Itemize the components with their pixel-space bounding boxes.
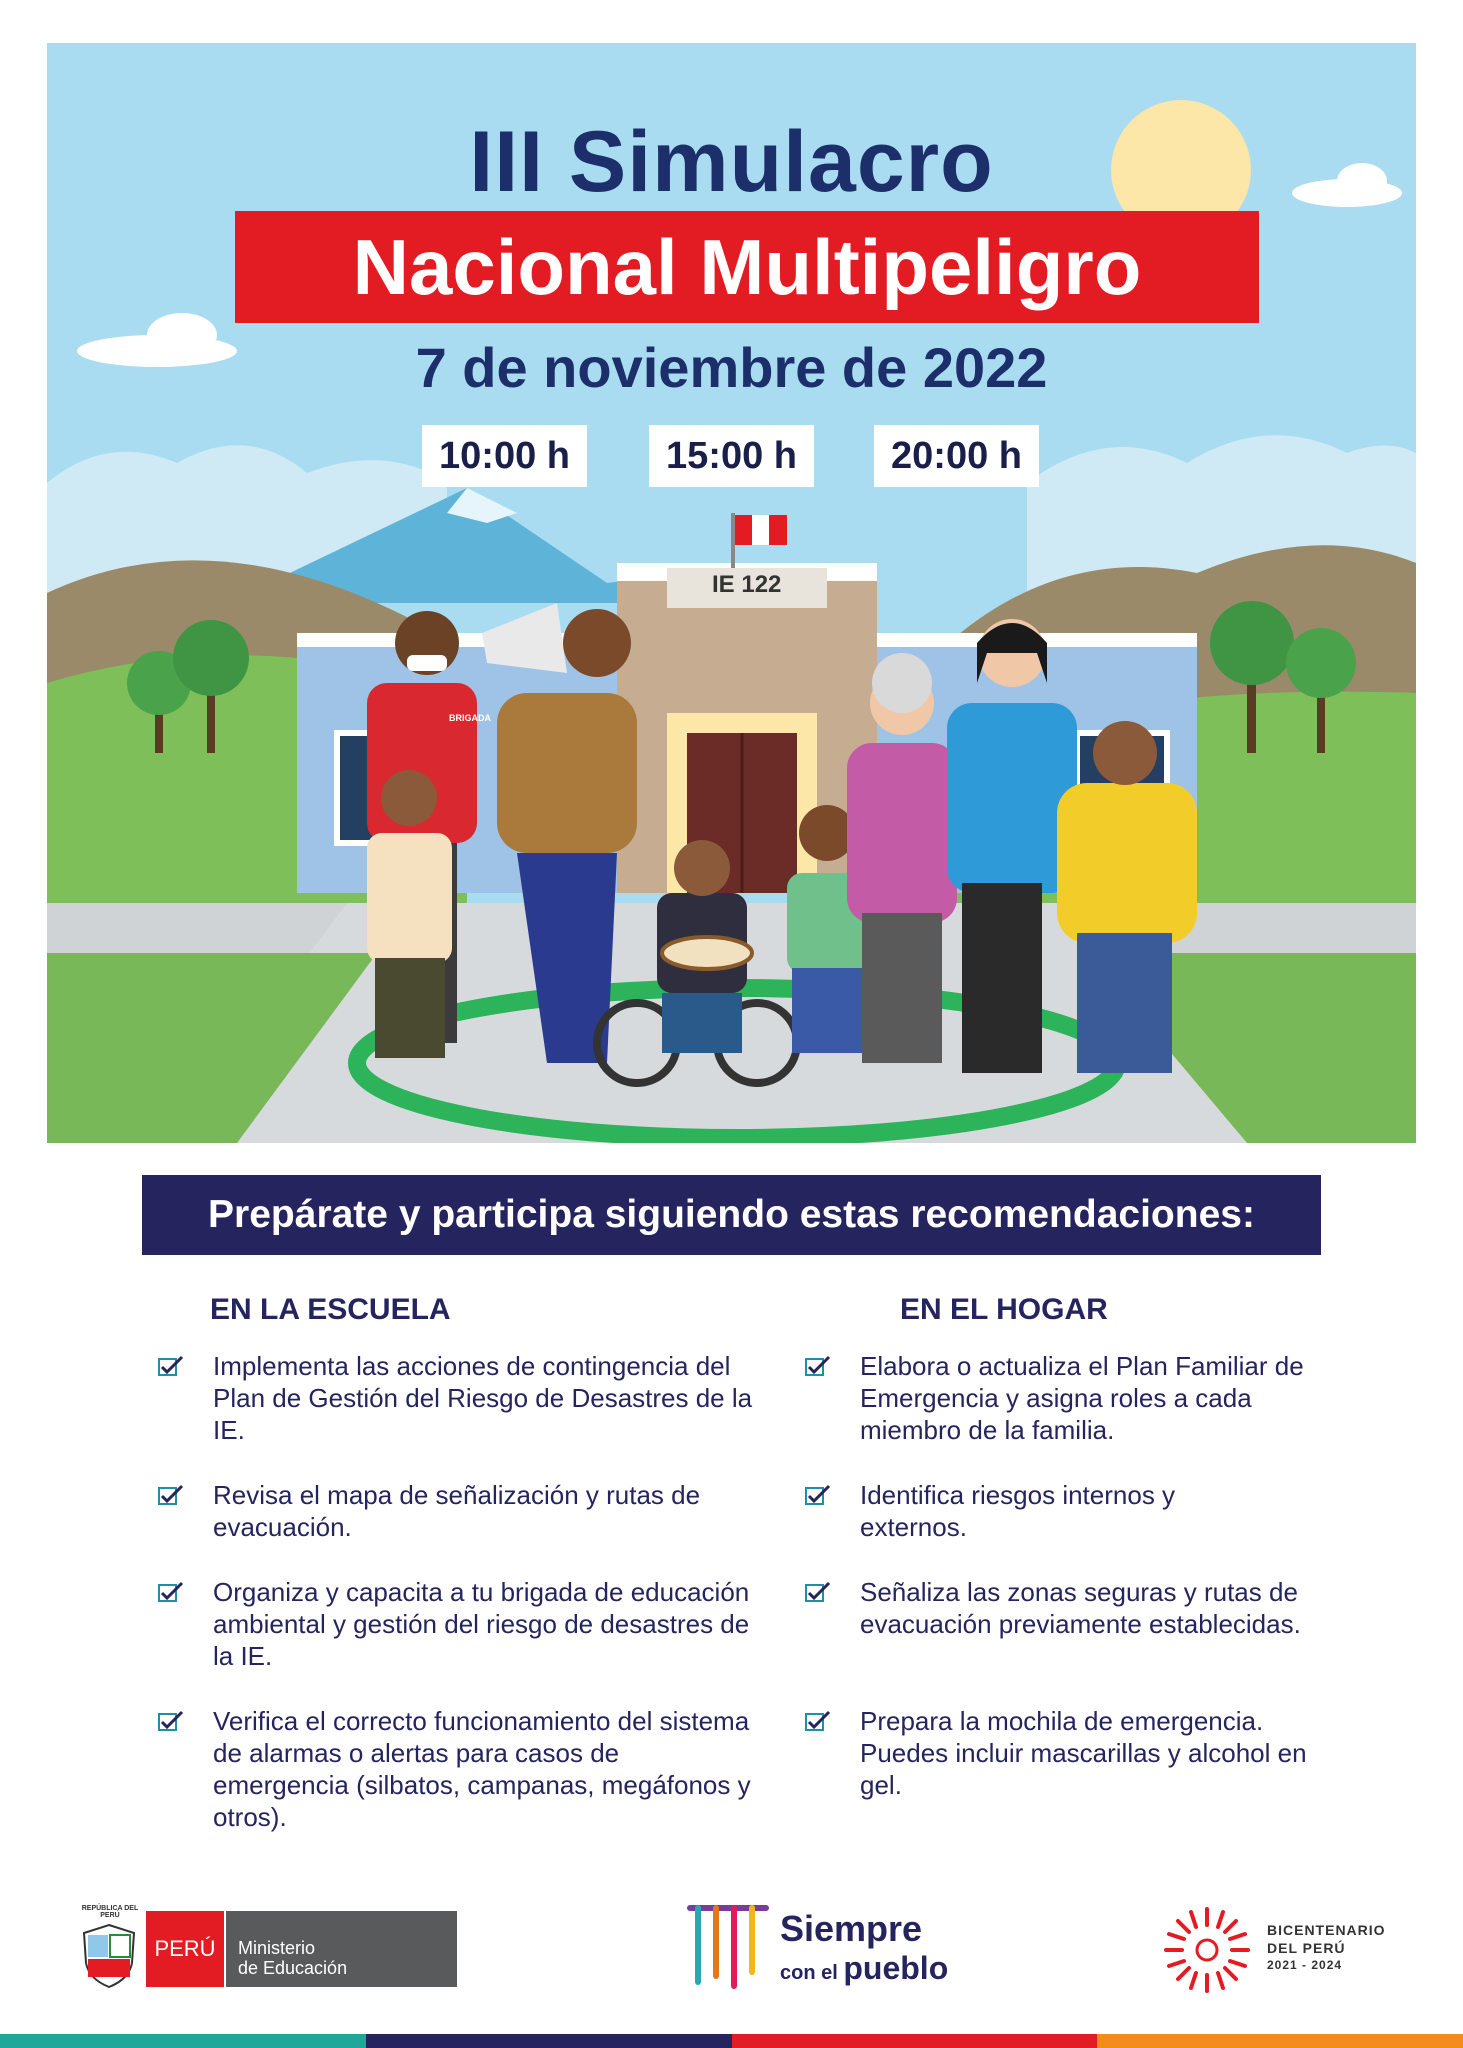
ministry-line2: de Educación [238,1958,348,1978]
school-item-4: Verifica el correcto funcionamiento del sistema de alarmas o alertas para casos de emergencia (silbatos, campanas, megáfonos y otros). [213,1706,751,1832]
vest-label: BRIGADA [449,713,491,723]
checkbox-icon [158,1355,184,1377]
ministry-line1: Ministerio [238,1938,316,1958]
school-item-2: Revisa el mapa de señalización y rutas de evacuación. [213,1480,701,1542]
slogan-logo-icon [686,1902,776,1992]
slogan-line1: Siempre [780,1908,923,1949]
school-item-3: Organiza y capacita a tu brigada de educación ambiental y gestión del riesgo de desastres de la IE. [213,1577,750,1671]
school-sign: IE 122 [712,571,782,598]
home-item-4: Prepara la mochila de emergencia. Puedes incluir mascarillas y alcohol en gel. [860,1706,1307,1800]
bicent-line2: DEL PERÚ [1267,1940,1346,1956]
checkbox-icon [158,1710,184,1732]
slogan-line2a: con el [780,1962,844,1984]
bicent-line1: BICENTENARIO [1267,1922,1386,1938]
home-item-1: Elabora o actualiza el Plan Familiar de Emergencia y asigna roles a cada miembro de la familia. [860,1351,1304,1445]
peru-seal-icon [74,1913,144,1991]
bicentenario-logo-icon [1160,1903,1254,1997]
home-heading: EN EL HOGAR [900,1293,1108,1326]
bicent-line3: 2021 - 2024 [1267,1958,1343,1972]
time-badge-2: 15:00 h [649,425,814,487]
checkbox-icon [805,1355,831,1377]
title-line1: III Simulacro [469,114,994,210]
recommendations-banner: Prepárate y participa siguiendo estas recomendaciones: [142,1175,1321,1255]
peru-label: PERÚ [146,1911,224,1987]
home-item-3: Señaliza las zonas seguras y rutas de evacuación previamente establecidas. [860,1577,1301,1639]
color-strip [0,2034,1463,2048]
checkbox-icon [805,1710,831,1732]
event-date: 7 de noviembre de 2022 [415,336,1048,399]
checkbox-icon [158,1484,184,1506]
time-badge-1: 10:00 h [422,425,587,487]
slogan-line2 [780,1950,948,1987]
seal-text: REPÚBLICA DEL PERÚ [81,1905,139,1919]
school-heading: EN LA ESCUELA [210,1293,451,1326]
time-badge-3: 20:00 h [874,425,1039,487]
checkbox-icon [805,1484,831,1506]
hero-illustration [47,43,1416,1143]
school-item-1: Implementa las acciones de contingencia del Plan de Gestión del Riesgo de Desastres de la IE. [213,1351,753,1445]
slogan-line2b: pueblo [843,1950,949,1986]
checkbox-icon [158,1581,184,1603]
home-item-2: Identifica riesgos internos y externos. [860,1480,1176,1542]
ministry-box [226,1911,457,1987]
checkbox-icon [805,1581,831,1603]
title-line2: Nacional Multipeligro [235,211,1259,323]
